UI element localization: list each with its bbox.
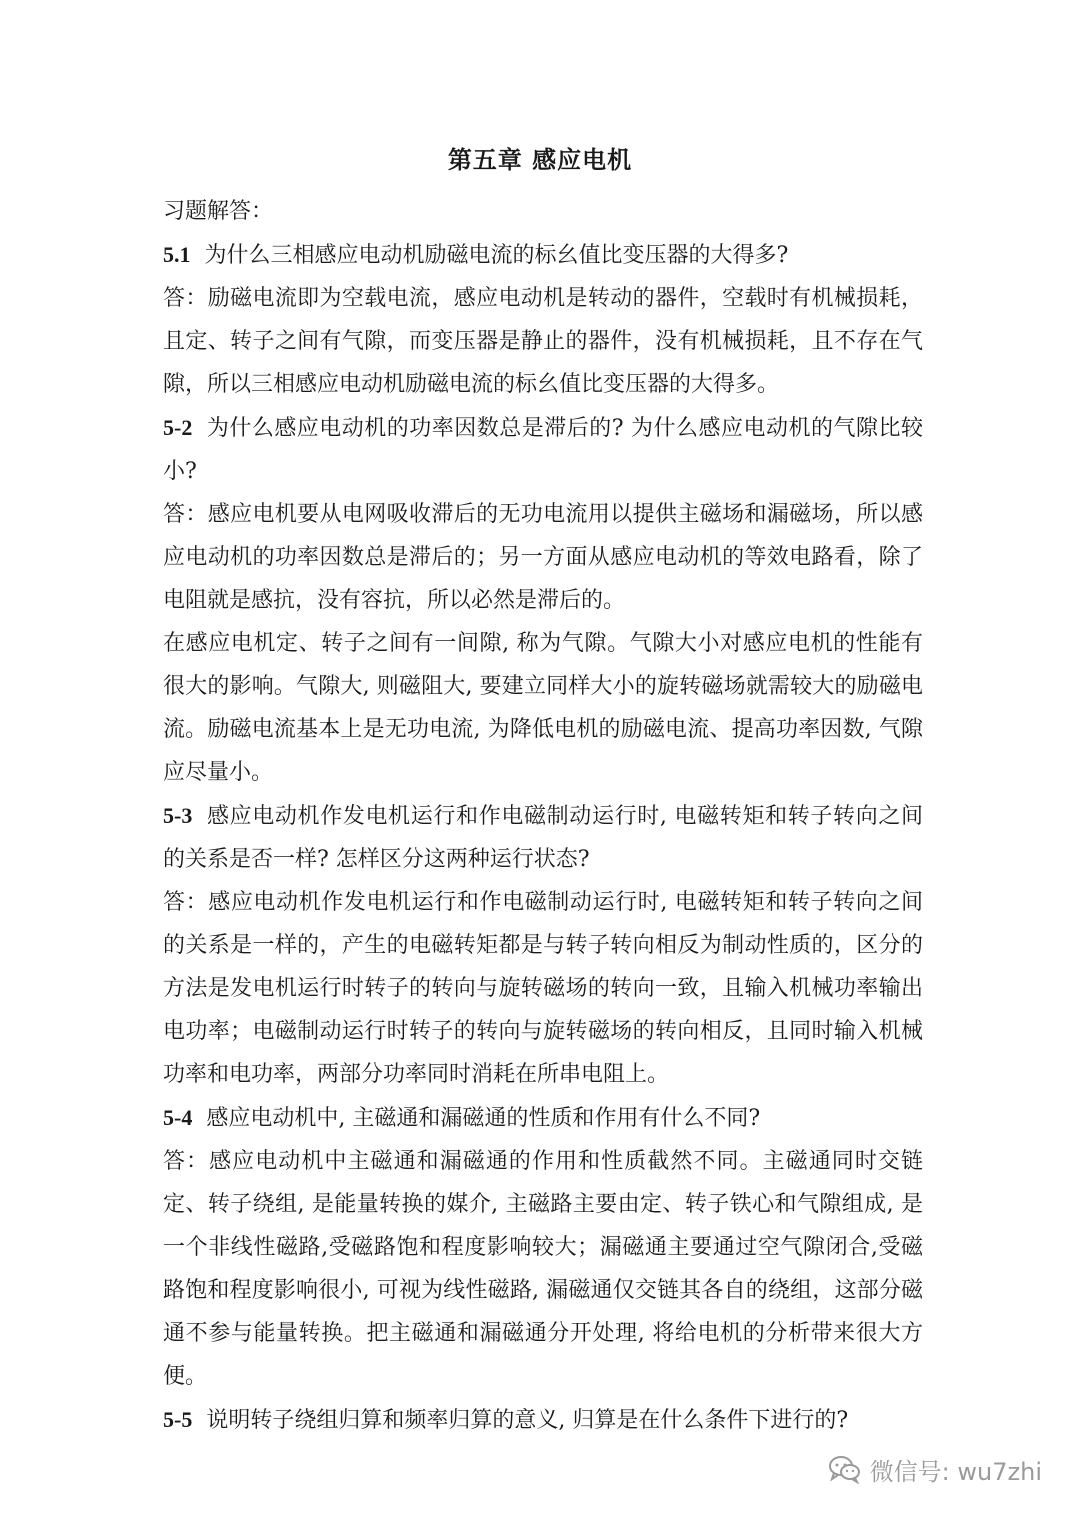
- answer-5-1: [163, 277, 923, 406]
- question-5-2: [163, 406, 923, 493]
- answer-5-3: [163, 881, 923, 1096]
- chapter-title: 第五章 感应电机: [447, 146, 633, 174]
- question-text: 感应电动机中, 主磁通和漏磁通的性质和作用有什么不同?: [206, 1106, 761, 1131]
- intro-text: 习题解答：: [163, 199, 274, 224]
- wechat-icon: [828, 1454, 862, 1484]
- question-text: 为什么三相感应电动机励磁电流的标幺值比变压器的大得多?: [204, 243, 789, 268]
- watermark: [828, 1451, 1042, 1487]
- document-body: [163, 190, 923, 1442]
- question-text: 说明转子绕组归算和频率归算的意义, 归算是在什么条件下进行的?: [206, 1408, 849, 1433]
- question-number: 5-3: [163, 803, 193, 828]
- answer-text: 答：感应电动机作发电机运行和作电磁制动运行时, 电磁转矩和转子转向之间的关系是一样的，产生的电磁转矩都是与转子转向相反为制动性质的，区分的方法是发电机运行时转子的转向与旋转磁场的转向一致，且输入机械功率输出电功率；电磁制动运行时转子的转向与旋转磁场的转向相反，且同时输入机械功率和电功率，两部分功率同时消耗在所串电阻上。: [163, 890, 923, 1087]
- answer-5-2-continued: [163, 622, 923, 794]
- answer-5-4: [163, 1140, 923, 1398]
- answer-text: 在感应电机定、转子之间有一间隙, 称为气隙。气隙大小对感应电机的性能有很大的影响。气隙大, 则磁阻大, 要建立同样大小的旋转磁场就需较大的励磁电流。励磁电流基本上是无功电流, 为降低电机的励磁电流、提高功率因数, 气隙应尽量小。: [163, 631, 923, 785]
- question-5-1: [163, 233, 923, 277]
- question-number: 5-5: [163, 1407, 193, 1432]
- question-number: 5.1: [163, 242, 191, 267]
- question-text: 感应电动机作发电机运行和作电磁制动运行时, 电磁转矩和转子转向之间的关系是否一样? 怎样区分这两种运行状态?: [163, 804, 923, 872]
- question-5-3: [163, 794, 923, 881]
- answer-5-2: [163, 493, 923, 622]
- question-number: 5-2: [163, 415, 193, 440]
- answer-text: 答：励磁电流即为空载电流，感应电动机是转动的器件，空载时有机械损耗，且定、转子之间有气隙，而变压器是静止的器件，没有机械损耗，且不存在气隙，所以三相感应电动机励磁电流的标幺值比变压器的大得多。: [163, 286, 923, 397]
- question-text: 为什么感应电动机的功率因数总是滞后的? 为什么感应电动机的气隙比较小?: [163, 416, 923, 484]
- answer-text: 答：感应电动机中主磁通和漏磁通的作用和性质截然不同。主磁通同时交链定、转子绕组, 是能量转换的媒介, 主磁路主要由定、转子铁心和气隙组成, 是一个非线性磁路,受磁路饱和程度影响较大；漏磁通主要通过空气隙闭合,受磁路饱和程度影响很小, 可视为线性磁路, 漏磁通仅交链其各自的绕组，这部分磁通不参与能量转换。把主磁通和漏磁通分开处理, 将给电机的分析带来很大方便。: [163, 1149, 923, 1389]
- watermark-text: 微信号: wu7zhi: [869, 1457, 1042, 1486]
- answer-text: 答：感应电机要从电网吸收滞后的无功电流用以提供主磁场和漏磁场，所以感应电动机的功率因数总是滞后的；另一方面从感应电动机的等效电路看，除了电阻就是感抗，没有容抗，所以必然是滞后的。: [163, 502, 923, 613]
- question-5-5: [163, 1398, 923, 1442]
- question-5-4: [163, 1096, 923, 1140]
- question-number: 5-4: [163, 1105, 193, 1130]
